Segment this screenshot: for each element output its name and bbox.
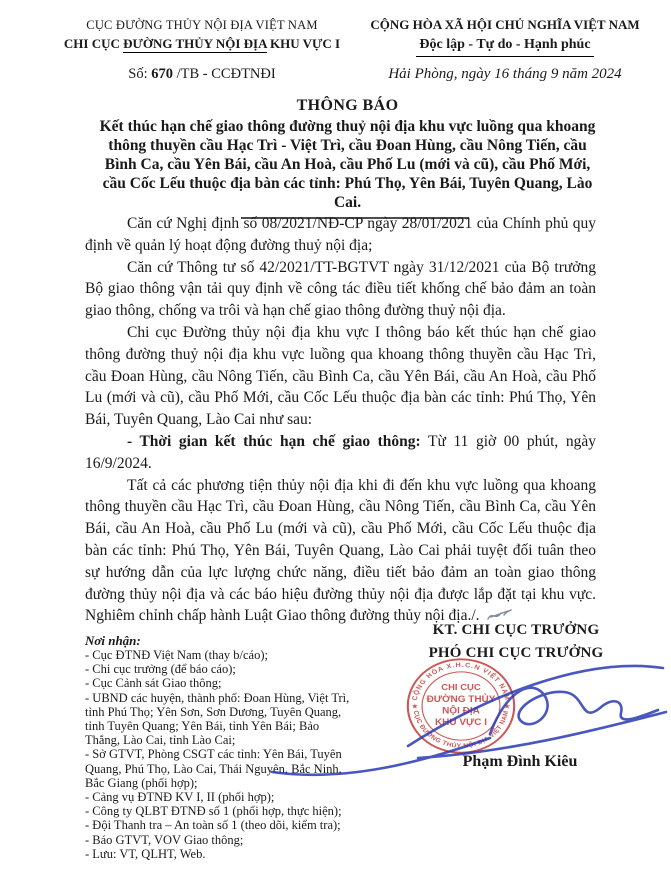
place-dateline: Hải Phòng, ngày 16 tháng 9 năm 2024 bbox=[388, 66, 622, 82]
stamp-center-line4: KHU VỰC I bbox=[434, 717, 488, 728]
stamp-center-line2: ĐƯỜNG THỦY bbox=[426, 694, 496, 704]
paragraph-instructions bbox=[85, 475, 596, 628]
recipient-item: - Cảng vụ ĐTNĐ KV I, II (phối hợp); bbox=[85, 790, 275, 805]
document-number-suffix: /TB - CCĐTNĐI bbox=[176, 66, 276, 82]
recipient-item: - Đội Thanh tra – An toàn số 1 (theo dõi, kiểm tra); bbox=[85, 818, 341, 833]
stamp-center-line3: NỘI ĐỊA bbox=[442, 706, 480, 716]
recipient-item: - Lưu: VT, QLHT, Web. bbox=[85, 846, 206, 861]
paragraph-legal-basis-1: Căn cứ Nghị định số 08/2021/NĐ-CP ngày 28/01/2021 của Chính phủ quy định về quản lý hoạt động đường thuỷ nội địa; bbox=[85, 215, 596, 254]
title-block bbox=[95, 96, 600, 219]
signer-name: Phạm Đình Kiêu bbox=[462, 753, 578, 770]
recipient-item: - Báo GTVT, VOV Giao thông; bbox=[85, 832, 244, 847]
recipient-item: - Sở GTVT, Phòng CSGT các tỉnh: Yên Bái, Tuyên Quang, Phú Thọ, Lào Cai, Thái Nguyên, Bắc Ninh, Bắc Giang (phối hợp); bbox=[85, 747, 342, 790]
agency-name-underlined: ĐƯỜNG THỦY NỘI ĐỊA bbox=[123, 36, 267, 51]
document-body bbox=[85, 213, 596, 627]
issuing-agency-block bbox=[48, 16, 356, 83]
signer-title-line1: KT. CHI CỤC TRƯỞNG bbox=[432, 622, 600, 638]
agency-name-prefix: CHI CỤC bbox=[63, 36, 124, 51]
agency-name-suffix: KHU VỰC I bbox=[266, 36, 341, 51]
recipient-item: - Cục Cảnh sát Giao thông; bbox=[85, 676, 222, 691]
document-number-label: Số: bbox=[128, 66, 148, 82]
recipient-item: - Chi cục trưởng (để báo cáo); bbox=[85, 662, 236, 677]
end-time-value: Từ 11 giờ 00 phút, ngày 16/9/2024. bbox=[85, 432, 597, 472]
stamp-center-line1: CHI CỤC bbox=[441, 682, 481, 693]
national-motto-text: Độc lập - Tự do - Hạnh phúc bbox=[416, 35, 593, 57]
paragraph-legal-basis-2: Căn cứ Thông tư số 42/2021/TT-BGTVT ngày 31/12/2021 của Bộ trưởng Bộ giao thông vận tải quy định về công tác điều tiết khống chế bảo đảm an toàn giao thông, chống va trôi và hạn chế giao thông đường thuỷ nội địa. bbox=[85, 258, 596, 320]
paragraph-end-time bbox=[85, 431, 596, 475]
agency-name bbox=[48, 34, 356, 53]
document-number bbox=[48, 66, 356, 83]
stamp-star-right-icon: ★ bbox=[503, 701, 511, 711]
document-type-title: THÔNG BÁO bbox=[296, 97, 399, 114]
recipients-label: Nơi nhận: bbox=[85, 633, 141, 648]
national-motto-block bbox=[352, 16, 658, 83]
recipient-item: - Công ty QLBT ĐTNĐ số 1 (phối hợp, thực hiện); bbox=[85, 804, 342, 819]
stamp-arc-bottom-text: CỤC ĐƯỜNG THỦY NỘI ĐỊA VIỆT NAM bbox=[411, 710, 511, 750]
document-number-value: 670 bbox=[151, 66, 173, 82]
instructions-text: Tất cả các phương tiện thủy nội địa khi đi đến khu vực luồng qua khoang thông thuyền cầu Hạc Trì, cầu Đoan Hùng, cầu Nông Tiến, cầu Bình Ca, cầu Yên Bái, cầu An Hoà, cầu Phố Lu (mới và cũ), cầu Phố Mới, cầu Cốc Lếu thuộc địa bàn các tỉnh: Phú Thọ, Yên Bái, Tuyên Quang, Lào Cai phải tuyệt đối tuân theo sự hướng dẫn của lực lượng chức năng, điều tiết bảo đảm an toàn giao thông đường thủy nội địa và các báo hiệu đường thủy nội địa được lắp đặt tại khu vực. Nghiêm chỉnh chấp hành Luật Giao thông đường thủy nội địa./. bbox=[85, 476, 596, 625]
document-subject: Kết thúc hạn chế giao thông đường thuỷ nội địa khu vực luồng qua khoang thông thuyền cầu Hạc Trì - Việt Trì, cầu Đoan Hùng, cầu Nông Tiến, cầu Bình Ca, cầu Yên Bái, cầu An Hoà, cầu Phố Lu (mới và cũ), cầu Phố Mới, cầu Cốc Lếu thuộc địa bàn các tỉnh: Phú Thọ, Yên Bái, Tuyên Quang, Lào Cai. bbox=[99, 118, 596, 211]
national-motto bbox=[352, 35, 658, 57]
paragraph-announcement: Chi cục Đường thủy nội địa khu vực I thông báo kết thúc hạn chế giao thông đường thuỷ nội địa khu vực luồng qua khoang thông thuyền cầu Hạc Trì, cầu Đoan Hùng, cầu Nông Tiến, cầu Bình Ca, cầu Yên Bái, cầu An Hoà, cầu Phố Lu (mới và cũ), cầu Phố Mới, cầu Cốc Lếu thuộc địa bàn các tỉnh: Phú Thọ, Yên Bái, Tuyên Quang, Lào Cai như sau: bbox=[85, 323, 596, 429]
parent-agency-name: CỤC ĐƯỜNG THỦY NỘI ĐỊA VIỆT NAM bbox=[86, 18, 318, 32]
stamp-star-left-icon: ★ bbox=[411, 701, 419, 711]
recipient-item: - Cục ĐTNĐ Việt Nam (thay b/cáo); bbox=[85, 648, 268, 662]
signer-title-line2: PHÓ CHI CỤC TRƯỞNG bbox=[428, 644, 604, 661]
stamp-arc-top-text: CỘNG HÒA X.H.C.N VIỆT NAM bbox=[411, 662, 511, 702]
recipient-item: - UBND các huyện, thành phố: Đoan Hùng, Việt Trì, tỉnh Phú Thọ; Yên Sơn, Sơn Dương, Tuyên Quang, tỉnh Tuyên Quang; Yên Bái, tỉnh Yên Bái; Bảo Thắng, Lào Cai, tỉnh Lào Cai; bbox=[85, 690, 350, 748]
end-time-label: - Thời gian kết thúc hạn chế giao thông: bbox=[127, 432, 421, 450]
national-title: CỘNG HÒA XÃ HỘI CHỦ NGHĨA VIỆT NAM bbox=[370, 17, 640, 32]
